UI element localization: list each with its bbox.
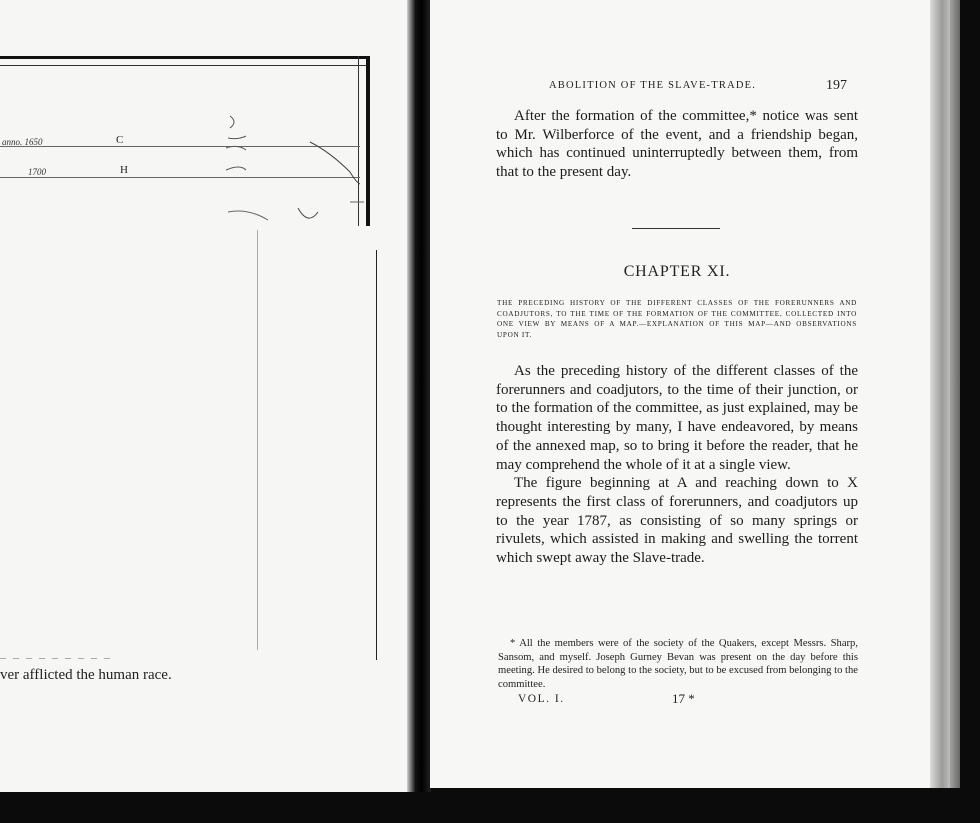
left-page-map: [0, 0, 420, 792]
page-number: 197: [826, 78, 847, 93]
right-page-edge-shadow: [930, 0, 960, 788]
map-year-label-1700: 1700: [28, 167, 46, 177]
footnote-block: [498, 637, 858, 691]
book-gutter: [407, 0, 431, 792]
map-year-label-1650: anno. 1650: [2, 137, 43, 147]
chapter-title: CHAPTER XI.: [623, 263, 731, 280]
chapter-body: [496, 362, 858, 568]
section-divider-rule: [632, 228, 720, 229]
running-head: ABOLITION OF THE SLAVE-TRADE.: [549, 80, 757, 91]
map-vertical-guide-left: [257, 230, 258, 650]
left-page-faint-line: – – – – – – – – –: [0, 650, 112, 664]
body-paragraph-1: As the preceding history of the different classes of the forerunners and coadjutors, to the time of their junction, or to the formation of the committee, as just explained, may be thought interesting by many, I have endeavored, by means of the annexed map, so to bring it before the reader, that he may comprehend the whole of it at a single view.: [496, 363, 858, 473]
left-page-bottom-text: ver afflicted the human race.: [0, 667, 172, 683]
opening-paragraph: After the formation of the committee,* notice was sent to Mr. Wilberforce of the event, and a friendship began, which has continued uninterruptedly between them, from that to the present day.: [496, 108, 858, 181]
footnote-text: * All the members were of the society of the Quakers, except Messrs. Sharp, Sansom, and myself. Joseph Gurney Bevan was present on the day before this meeting. He desired to belong to the society, but to be excused from belonging to the committee.: [498, 638, 858, 690]
map-frame-top-border: [0, 56, 368, 66]
map-letter-c: C: [116, 134, 124, 146]
opening-paragraph-block: [496, 107, 858, 182]
map-rivulet-sketch: [220, 108, 370, 228]
map-vertical-guide-right: [376, 250, 377, 660]
chapter-synopsis: THE PRECEDING HISTORY OF THE DIFFERENT CLASSES OF THE FORERUNNERS AND COADJUTORS, TO THE TIME OF THE FORMATION OF THE COMMITTEE, COLLECTED INTO ONE VIEW BY MEANS OF A MAP.—EXPLANATION OF THIS MAP—AND OBSERVATIONS UPON IT.: [497, 299, 857, 339]
signature-volume: VOL. I.: [518, 693, 565, 705]
map-letter-h: H: [120, 164, 128, 176]
signature-sheet: 17 *: [672, 691, 695, 706]
body-paragraph-2: The figure beginning at A and reaching down to X represents the first class of forerunners, and coadjutors up to the year 1787, as consisting of so many springs or rivulets, which assisted in making and swelling the torrent which swept away the Slave-trade.: [496, 475, 858, 567]
